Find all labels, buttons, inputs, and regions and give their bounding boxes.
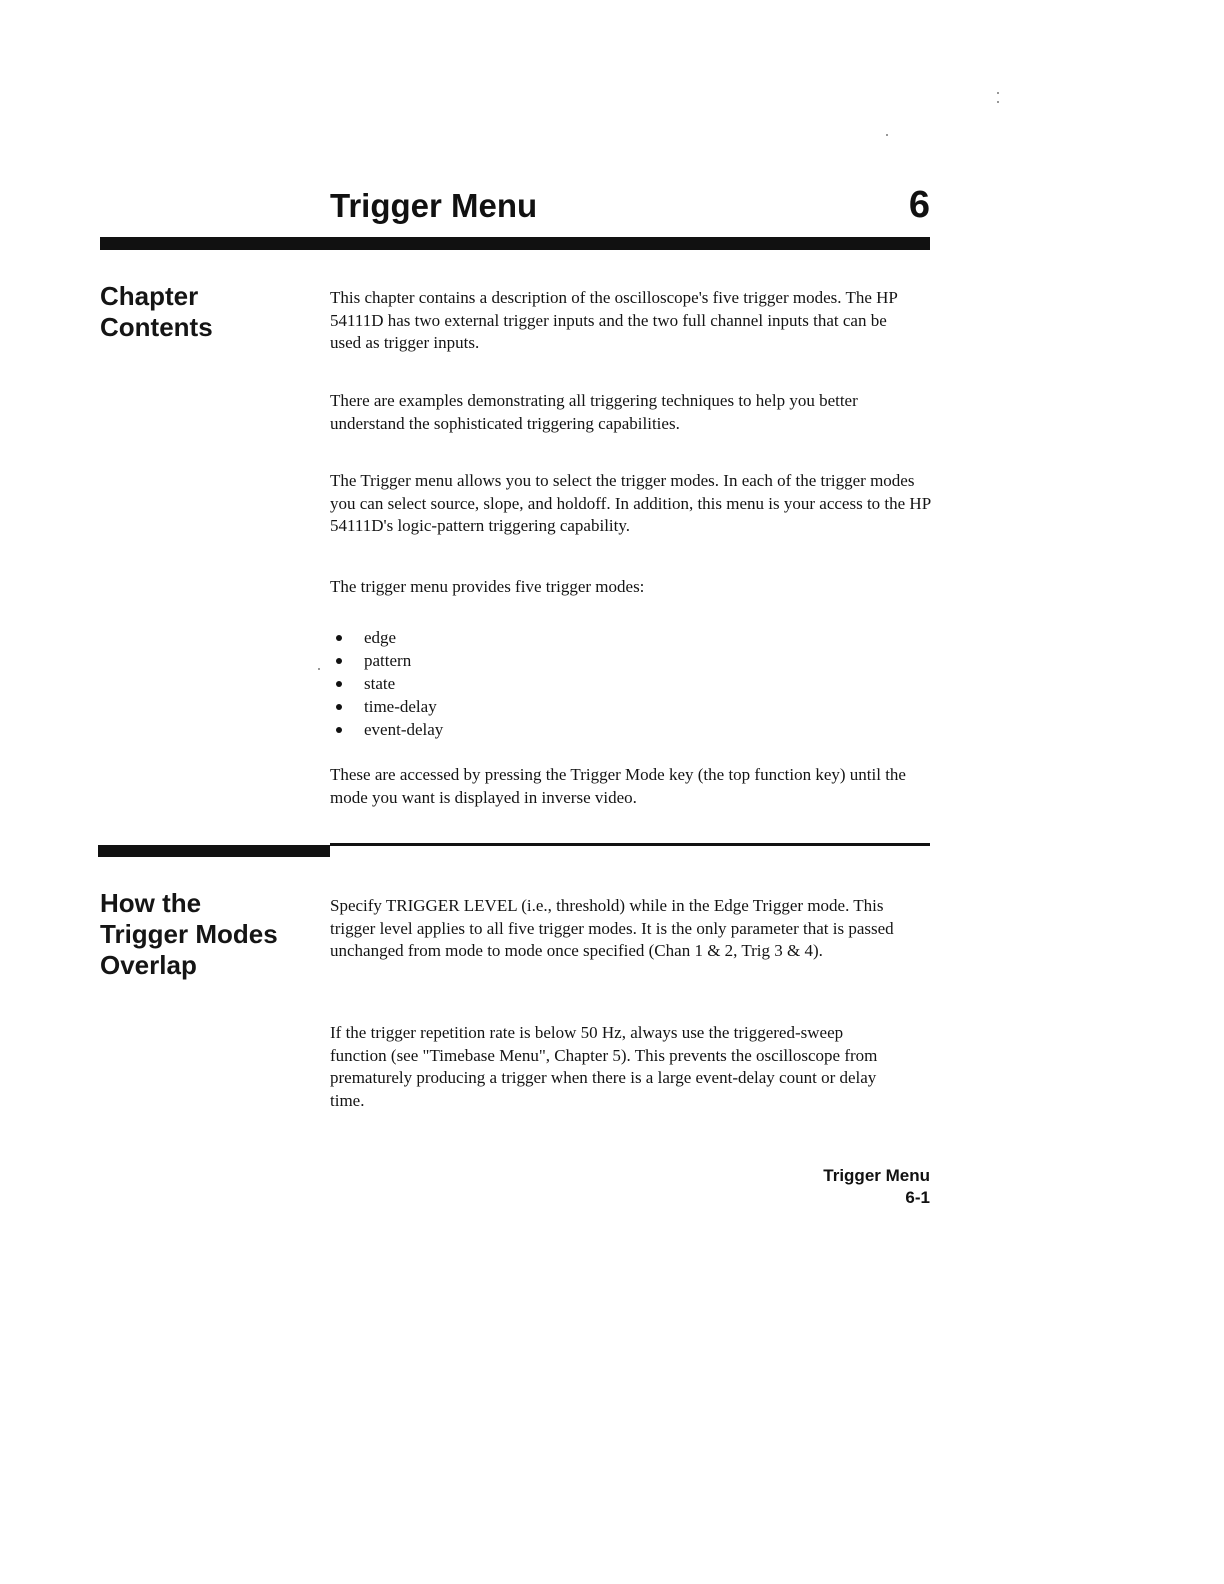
bullet-icon xyxy=(336,704,342,710)
chapter-number: 6 xyxy=(908,184,930,226)
list-item xyxy=(330,649,443,672)
section-heading-trigger-modes-overlap xyxy=(100,888,278,981)
list-item-label: time-delay xyxy=(364,697,437,716)
section-heading-chapter-contents xyxy=(100,281,213,343)
paragraph xyxy=(330,287,905,355)
paragraph xyxy=(330,470,935,538)
bullet-icon xyxy=(336,635,342,641)
paragraph xyxy=(330,390,910,435)
paragraph-text: Specify TRIGGER LEVEL (i.e., threshold) while in the Edge Trigger mode. This trigger level applies to all five trigger modes. It is the only parameter that is passed unchanged from mode to mode once specified (Chan 1 & 2, Trig 3 & 4). xyxy=(330,896,894,960)
list-item-label: state xyxy=(364,674,396,693)
footer-title: Trigger Menu xyxy=(823,1166,930,1185)
bullet-icon xyxy=(336,727,342,733)
paragraph xyxy=(330,576,930,599)
paragraph xyxy=(330,764,910,809)
bullet-icon xyxy=(336,681,342,687)
heading-line: Trigger Modes xyxy=(100,919,278,949)
heading-line: Contents xyxy=(100,312,213,342)
scan-speck xyxy=(886,134,888,136)
paragraph-text: There are examples demonstrating all triggering techniques to help you better understand the sophisticated triggering capabilities. xyxy=(330,391,858,433)
paragraph xyxy=(330,895,915,963)
chapter-title: Trigger Menu xyxy=(330,187,538,224)
paragraph-text: These are accessed by pressing the Trigger Mode key (the top function key) until the mode you want is displayed in inverse video. xyxy=(330,765,906,807)
bullet-icon xyxy=(336,658,342,664)
paragraph-text: The trigger menu provides five trigger modes: xyxy=(330,577,645,596)
scan-speck xyxy=(997,101,999,103)
list-item-label: edge xyxy=(364,628,397,647)
scan-speck xyxy=(997,92,999,94)
list-item xyxy=(330,672,443,695)
list-item xyxy=(330,695,443,718)
list-item xyxy=(330,718,443,741)
list-item-label: event-delay xyxy=(364,720,444,739)
section-divider-thin xyxy=(330,843,930,846)
list-item-label: pattern xyxy=(364,651,412,670)
heading-line: Chapter xyxy=(100,281,199,311)
heading-line: Overlap xyxy=(100,950,197,980)
paragraph-text: The Trigger menu allows you to select the trigger modes. In each of the trigger modes you can select source, slope, and holdoff. In addition, this menu is your access to the HP 54111D's logic-pattern triggering capability. xyxy=(330,471,931,535)
section-divider-thick xyxy=(98,845,330,857)
page-footer xyxy=(730,1165,930,1209)
list-item xyxy=(330,626,443,649)
trigger-modes-list xyxy=(330,626,443,741)
scan-speck xyxy=(318,668,320,670)
paragraph xyxy=(330,1022,895,1112)
paragraph-text: If the trigger repetition rate is below 50 Hz, always use the triggered-sweep function (see "Timebase Menu", Chapter 5). This prevents the oscilloscope from prematurely producing a trigger when there is a large event-delay count or delay time. xyxy=(330,1023,878,1110)
heading-line: How the xyxy=(100,888,202,918)
paragraph-text: This chapter contains a description of the oscilloscope's five trigger modes. The HP 54111D has two external trigger inputs and the two full channel inputs that can be used as trigger inputs. xyxy=(330,288,898,352)
header-rule xyxy=(100,237,930,250)
page-number: 6-1 xyxy=(905,1188,930,1207)
